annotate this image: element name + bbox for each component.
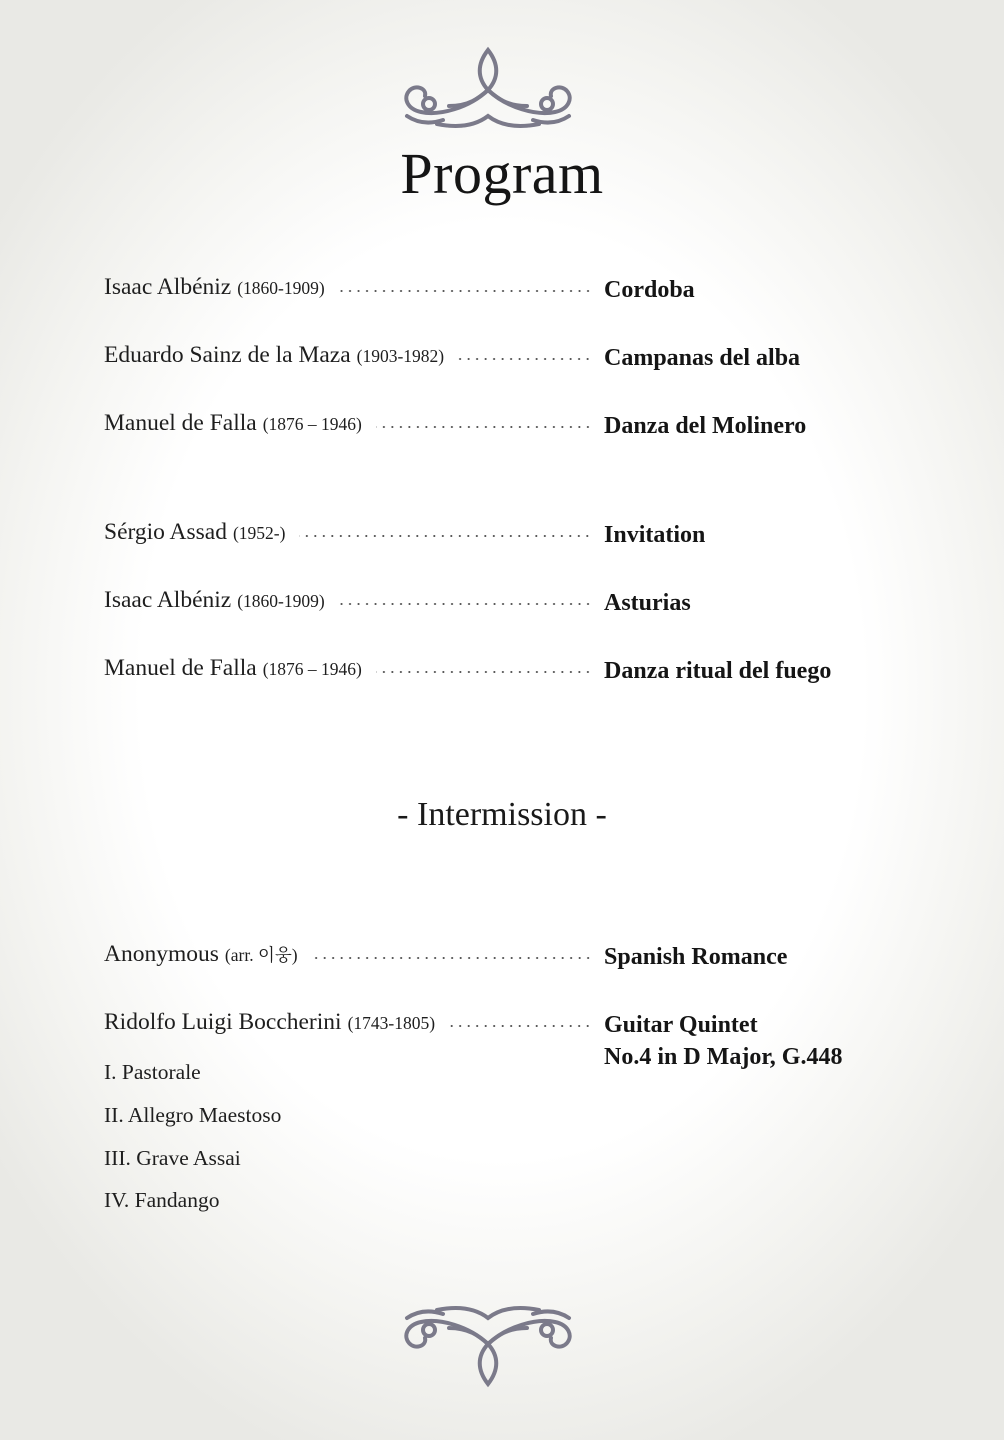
work-title: Danza ritual del fuego <box>604 658 832 684</box>
work-title: Campanas del alba <box>604 345 801 371</box>
dot-leader <box>299 533 592 539</box>
work-title <box>604 1009 842 1073</box>
dot-leader <box>458 356 592 362</box>
work-title: Cordoba <box>604 277 695 303</box>
bottom-ornament-icon <box>399 1296 577 1388</box>
composer-dates: (1860-1909) <box>237 591 325 611</box>
program-item <box>104 410 904 446</box>
work-title: Asturias <box>604 590 691 616</box>
program-item <box>104 941 904 977</box>
work-title-line: No.4 in D Major, G.448 <box>604 1044 843 1070</box>
intermission-heading: - Intermission - <box>397 796 607 833</box>
program-item <box>104 519 904 555</box>
page-title: Program <box>400 141 604 206</box>
work-title: Invitation <box>604 522 706 548</box>
movement-item: IV. Fandango <box>104 1188 220 1212</box>
program-item <box>104 274 904 310</box>
work-title-line: Guitar Quintet <box>604 1012 758 1038</box>
movement-item: II. Allegro Maestoso <box>104 1103 282 1127</box>
composer-dates: (1876 – 1946) <box>262 659 362 679</box>
program-item <box>104 1009 904 1079</box>
composer-name: Manuel de Falla <box>104 655 257 681</box>
composer-dates: (1952-) <box>232 523 286 543</box>
composer-name: Sérgio Assad <box>104 519 227 545</box>
dot-leader <box>312 955 592 961</box>
program-item <box>104 342 904 378</box>
program-item <box>104 587 904 623</box>
dot-leader <box>449 1023 592 1029</box>
composer-name: Manuel de Falla <box>104 410 257 436</box>
program-item <box>104 655 904 691</box>
composer-dates: (arr. 이웅) <box>224 945 298 965</box>
composer-name: Ridolfo Luigi Boccherini <box>104 1009 342 1035</box>
dot-leader <box>376 424 592 430</box>
dot-leader <box>339 601 592 607</box>
work-title: Danza del Molinero <box>604 413 807 439</box>
composer-dates: (1903-1982) <box>356 346 445 366</box>
composer-name: Eduardo Sainz de la Maza <box>104 342 351 368</box>
work-title: Spanish Romance <box>604 944 788 970</box>
movement-item: III. Grave Assai <box>104 1146 241 1170</box>
composer-name: Anonymous <box>104 941 219 967</box>
movement-item: I. Pastorale <box>104 1060 201 1084</box>
composer-dates: (1860-1909) <box>237 278 325 298</box>
composer-name: Isaac Albéniz <box>104 274 232 300</box>
dot-leader <box>376 669 592 675</box>
composer-name: Isaac Albéniz <box>104 587 232 613</box>
top-ornament-icon <box>399 46 577 138</box>
dot-leader <box>339 288 592 294</box>
composer-dates: (1876 – 1946) <box>262 414 362 434</box>
composer-dates: (1743-1805) <box>347 1013 436 1033</box>
